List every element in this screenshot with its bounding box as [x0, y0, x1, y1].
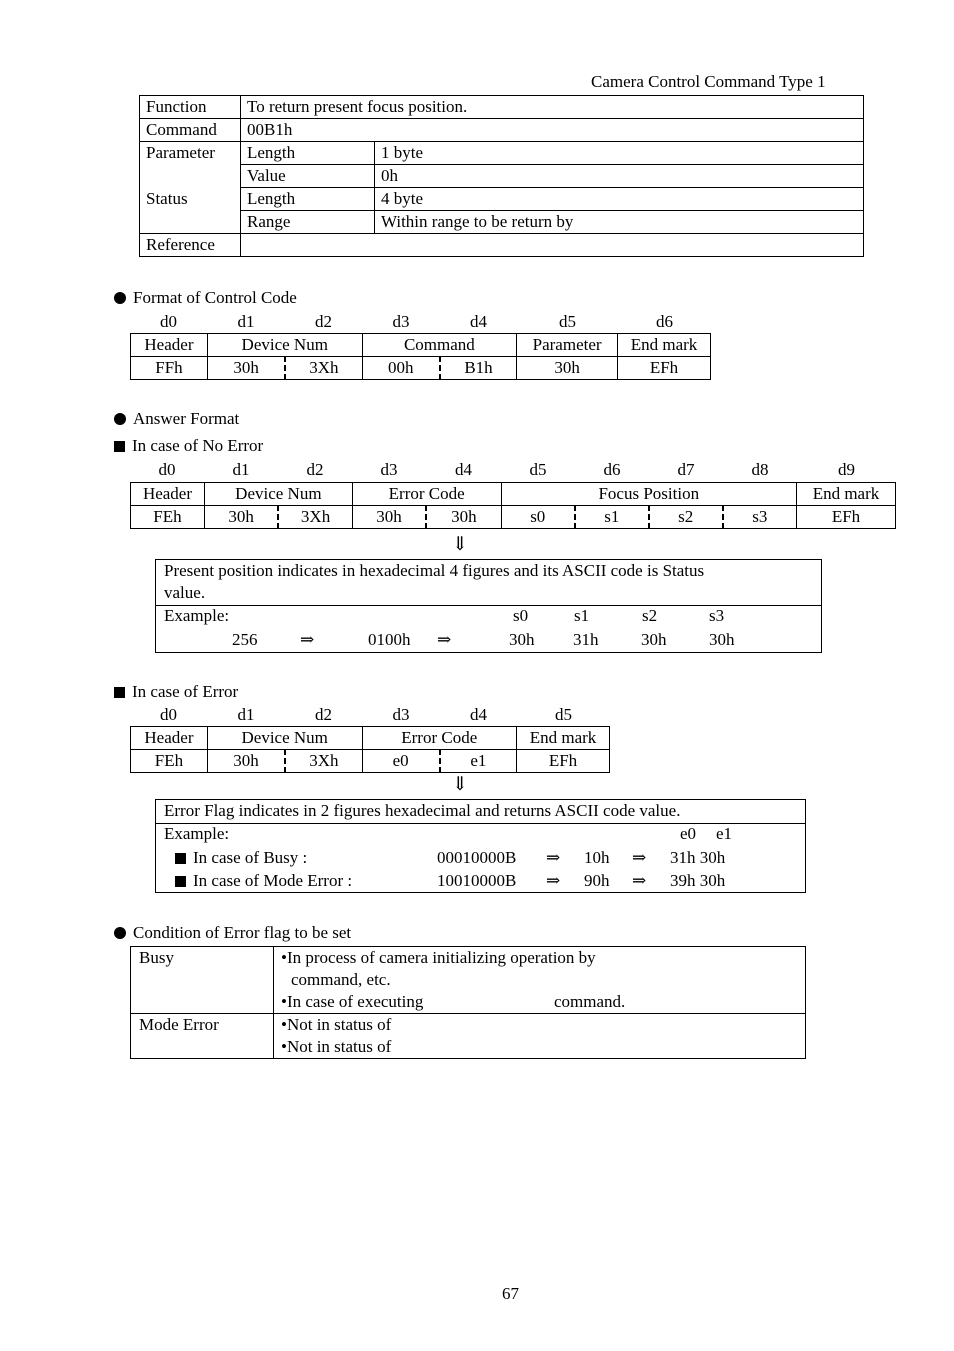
device-num-cell: Device Num	[207, 334, 362, 357]
right-arrow-icon: ⇒	[300, 630, 315, 649]
col-label: d0	[160, 705, 177, 724]
device-num-cell: Device Num	[207, 727, 362, 750]
parameter-label: Parameter	[140, 142, 241, 188]
mode-binary: 10010000B	[437, 871, 517, 890]
busy-label: Busy	[139, 948, 174, 967]
value-cell: 30h	[352, 506, 426, 529]
col-label: d6	[603, 460, 621, 479]
divider	[156, 823, 805, 824]
col-label: d1	[237, 705, 255, 724]
mode-ascii: 39h 30h	[670, 871, 726, 890]
value-cell: EFh	[618, 357, 711, 380]
right-arrow-icon: ⇒	[546, 871, 561, 890]
mode-condition-line: •Not in status of	[281, 1015, 392, 1034]
square-bullet-icon	[114, 441, 125, 452]
down-arrow-icon: ⇓	[452, 534, 468, 555]
function-value: To return present focus position.	[241, 96, 864, 119]
note-line: value.	[164, 583, 206, 602]
e1-label: e1	[716, 824, 733, 843]
value-cell: 30h	[204, 506, 278, 529]
param-length-label: Length	[241, 142, 375, 165]
example-hex: 0100h	[368, 630, 411, 649]
busy-binary: 00010000B	[437, 848, 517, 867]
condition-table	[130, 946, 806, 1059]
right-arrow-icon: ⇒	[546, 848, 561, 867]
col-label: d2	[315, 705, 332, 724]
s0-label: s0	[513, 606, 529, 625]
value-cell: 3Xh	[278, 506, 352, 529]
down-arrow-icon: ⇓	[452, 774, 468, 795]
param-value-label: Value	[241, 165, 375, 188]
error-heading: In case of Error	[114, 682, 238, 702]
divider	[273, 947, 274, 1058]
status-range-value: Within range to be return by	[375, 211, 864, 234]
right-arrow-icon: ⇒	[437, 630, 452, 649]
square-bullet-icon	[175, 876, 186, 887]
mode-hex: 90h	[584, 871, 610, 890]
col-label: d4	[470, 312, 487, 331]
parameter-cell: Parameter	[517, 334, 618, 357]
command-cell: Command	[362, 334, 517, 357]
error-note-box	[155, 799, 806, 893]
answer-heading: Answer Format	[114, 409, 239, 429]
example-ascii: 30h	[709, 630, 735, 649]
col-label: d5	[559, 312, 576, 331]
value-cell: 30h	[207, 357, 285, 380]
mode-error-example: In case of Mode Error :	[175, 871, 352, 891]
error-answer-table	[130, 726, 610, 773]
col-label: d1	[237, 312, 255, 331]
col-label: d4	[470, 705, 487, 724]
value-cell: 30h	[426, 506, 501, 529]
col-label: d0	[158, 460, 176, 479]
error-code-cell: Error Code	[352, 483, 501, 506]
focus-position-cell: Focus Position	[501, 483, 796, 506]
value-cell: 00h	[362, 357, 440, 380]
bullet-icon	[114, 413, 126, 425]
bullet-icon	[114, 292, 126, 304]
note-line: Present position indicates in hexadecimal 4 figures and its ASCII code is Status	[164, 561, 705, 580]
header-cell: Header	[131, 727, 208, 750]
busy-hex: 10h	[584, 848, 610, 867]
busy-condition-line: •In process of camera initializing operation by	[281, 948, 596, 967]
device-num-cell: Device Num	[204, 483, 352, 506]
header-cell: Header	[131, 483, 205, 506]
condition-heading: Condition of Error flag to be set	[114, 923, 351, 943]
value-cell: EFh	[796, 506, 895, 529]
example-ascii: 30h	[509, 630, 535, 649]
right-arrow-icon: ⇒	[632, 871, 647, 890]
right-arrow-icon: ⇒	[632, 848, 647, 867]
noerror-note-box	[155, 559, 822, 653]
s1-label: s1	[574, 606, 590, 625]
reference-label: Reference	[140, 234, 241, 257]
mode-error-label: Mode Error	[139, 1015, 219, 1034]
value-cell: 30h	[517, 357, 618, 380]
end-mark-cell: End mark	[796, 483, 895, 506]
bullet-icon	[114, 927, 126, 939]
col-label: d7	[677, 460, 695, 479]
col-label: d5	[555, 705, 572, 724]
example-ascii: 31h	[573, 630, 599, 649]
value-cell: FFh	[131, 357, 208, 380]
s2-label: s2	[642, 606, 658, 625]
command-label: Command	[140, 119, 241, 142]
value-cell: e0	[362, 750, 440, 773]
note-line: Error Flag indicates in 2 figures hexadecimal and returns ASCII code value.	[164, 801, 681, 820]
page-number: 67	[502, 1284, 519, 1303]
noerror-answer-table	[130, 482, 896, 529]
col-label: d4	[455, 460, 472, 479]
value-cell: 30h	[207, 750, 285, 773]
status-range-label: Range	[241, 211, 375, 234]
value-cell: e1	[440, 750, 517, 773]
reference-value	[241, 234, 864, 257]
col-label: d6	[656, 312, 673, 331]
col-label: d0	[160, 312, 177, 331]
divider	[131, 1013, 805, 1014]
example-label: Example:	[164, 824, 230, 843]
col-label: d3	[380, 460, 398, 479]
param-value-value: 0h	[375, 165, 864, 188]
value-cell: B1h	[440, 357, 517, 380]
busy-condition-line: command.	[554, 992, 626, 1011]
e0-label: e0	[680, 824, 697, 843]
square-bullet-icon	[175, 853, 186, 864]
spec-table	[139, 95, 864, 257]
busy-ascii: 31h 30h	[670, 848, 726, 867]
status-length-value: 4 byte	[375, 188, 864, 211]
status-length-label: Length	[241, 188, 375, 211]
busy-condition-line: command, etc.	[291, 970, 391, 989]
error-code-cell: Error Code	[362, 727, 517, 750]
header-cell: Header	[131, 334, 208, 357]
col-label: d9	[838, 460, 855, 479]
function-label: Function	[140, 96, 241, 119]
col-label: d3	[392, 705, 410, 724]
end-mark-cell: End mark	[618, 334, 711, 357]
example-decimal: 256	[232, 630, 258, 649]
value-cell: 3Xh	[285, 357, 362, 380]
value-cell: s0	[501, 506, 575, 529]
col-label: d2	[315, 312, 332, 331]
col-label: d3	[392, 312, 410, 331]
control-code-table	[130, 333, 711, 380]
value-cell: 3Xh	[285, 750, 362, 773]
value-cell: s1	[575, 506, 649, 529]
value-cell: FEh	[131, 506, 205, 529]
busy-example: In case of Busy :	[175, 848, 307, 868]
mode-condition-line: •Not in status of	[281, 1037, 392, 1056]
noerror-heading: In case of No Error	[114, 436, 263, 456]
status-label: Status	[140, 188, 241, 234]
col-label: d2	[306, 460, 324, 479]
value-cell: s3	[723, 506, 797, 529]
col-label: d5	[529, 460, 547, 479]
command-value: 00B1h	[241, 119, 864, 142]
col-label: d8	[751, 460, 769, 479]
example-label: Example:	[164, 606, 230, 625]
col-label: d1	[232, 460, 250, 479]
square-bullet-icon	[114, 687, 125, 698]
param-length-value: 1 byte	[375, 142, 864, 165]
control-heading: Format of Control Code	[114, 288, 297, 308]
value-cell: FEh	[131, 750, 208, 773]
example-ascii: 30h	[641, 630, 667, 649]
end-mark-cell: End mark	[517, 727, 610, 750]
page-header: Camera Control Command Type 1	[591, 72, 826, 91]
busy-condition-line: •In case of executing	[281, 992, 424, 1011]
s3-label: s3	[709, 606, 725, 625]
value-cell: s2	[649, 506, 723, 529]
value-cell: EFh	[517, 750, 610, 773]
